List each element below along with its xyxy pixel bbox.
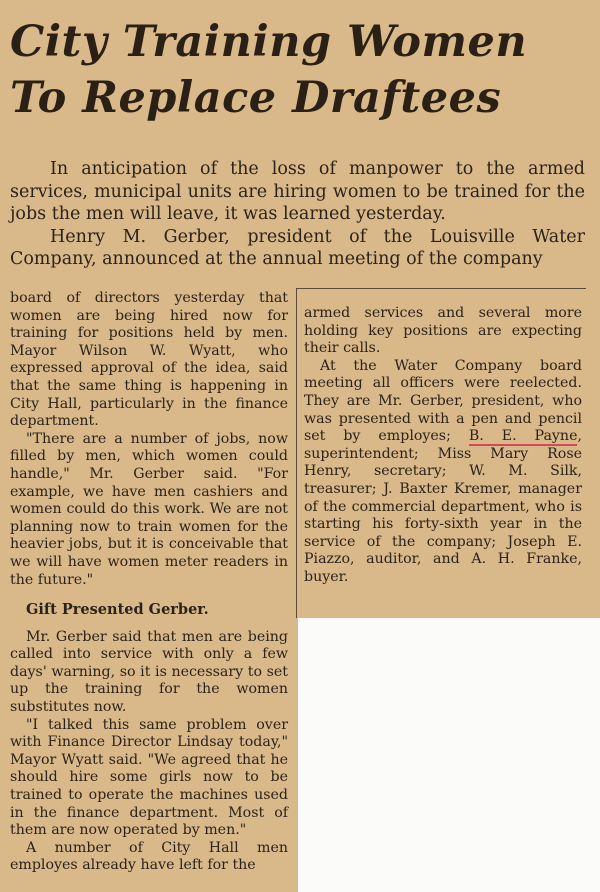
- left-paragraph-2: "There are a number of jobs, now filled by men, which women could handle," Mr. Gerber said. "For example, we have men cashiers and women could do this work. We are not planning now to train women for the heavier jobs, but it is conceivable that we will have women meter readers in the future.": [10, 430, 288, 588]
- subheading: Gift Presented Gerber.: [26, 601, 209, 619]
- right-paragraph-1: armed services and several more holding key positions are expecting their calls.: [304, 305, 582, 357]
- left-paragraph-5: A number of City Hall men employes already have left for the: [10, 839, 288, 874]
- left-paragraph-3: Mr. Gerber said that men are being called into service with only a few days' warning, so it is necessary to set up the training for the women substitutes now.: [10, 628, 288, 716]
- right-paragraph-2: [304, 358, 582, 587]
- column-divider: [296, 288, 297, 618]
- lead-section: [10, 158, 585, 271]
- right-column: [304, 305, 582, 587]
- left-paragraph-4: "I talked this same problem over with Finance Director Lindsay today," Mayor Wyatt said. "We agreed that he should hire some girls now to be trained to operate the machines used in the finance department. Most of them are now operated by men.": [10, 716, 288, 839]
- right-paragraph-2-start: At the Water Company board meeting all officers were reelected. They are Mr. Gerber, president, who was presented with a pen and pencil set by employes;: [304, 357, 582, 445]
- underlined-name: B. E. Payne: [468, 428, 578, 445]
- left-column: [10, 290, 288, 875]
- right-paragraph-2-end: , superintendent; Miss Mary Rose Henry, secretary; W. M. Silk, treasurer; J. Baxter Kremer, manager of the commercial department, who is starting his forty-sixth year in the service of the company; Joseph E. Piazzo, auditor, and A. H. Franke, buyer.: [304, 428, 582, 585]
- left-paragraph-1: board of directors yesterday that women are being hired now for training for positions held by men. Mayor Wilson W. Wyatt, who expressed approval of the idea, said that the same thing is happening in City Hall, particularly in the finance department.: [10, 290, 288, 430]
- lead-paragraph-2: Henry M. Gerber, president of the Louisville Water Company, announced at the annual meeting of the company: [10, 226, 585, 269]
- blank-backing-paper: [298, 618, 600, 892]
- headline-line-1: City Training Women: [10, 17, 528, 67]
- column-top-rule: [296, 288, 586, 289]
- headline: [10, 14, 595, 126]
- lead-paragraph-1: In anticipation of the loss of manpower to the armed services, municipal units are hiring women to be trained for the jobs the men will leave, it was learned yesterday.: [10, 159, 585, 224]
- headline-line-2: To Replace Draftees: [10, 73, 502, 123]
